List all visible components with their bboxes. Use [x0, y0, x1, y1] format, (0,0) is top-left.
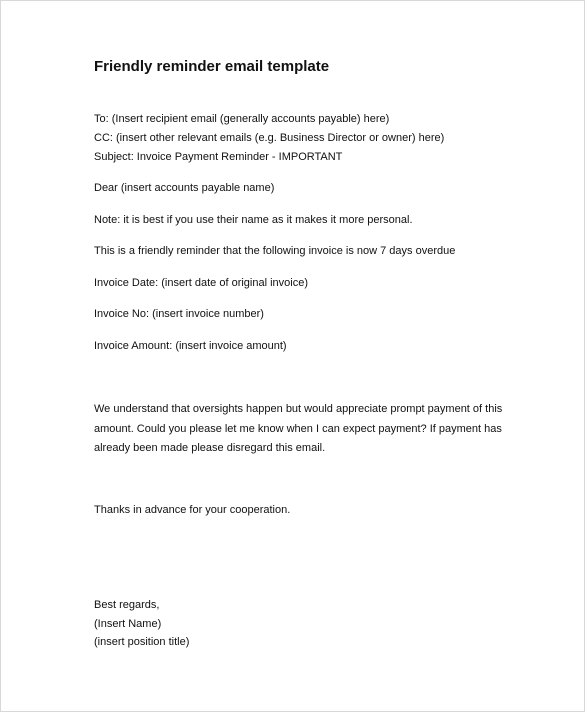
greeting: Dear (insert accounts payable name): [94, 182, 275, 194]
invoice-amount: Invoice Amount: (insert invoice amount): [94, 340, 287, 352]
signer-position: (insert position title): [94, 636, 190, 648]
invoice-date: Invoice Date: (insert date of original invoice): [94, 277, 308, 289]
closing: Best regards,: [94, 599, 160, 611]
signer-name: (Insert Name): [94, 618, 162, 630]
invoice-number: Invoice No: (insert invoice number): [94, 308, 264, 320]
reminder-text: This is a friendly reminder that the following invoice is now 7 days overdue: [94, 245, 456, 257]
thanks-line: Thanks in advance for your cooperation.: [94, 504, 291, 516]
subject-line: Subject: Invoice Payment Reminder - IMPORTANT: [94, 151, 343, 163]
cc-line: CC: (insert other relevant emails (e.g. Business Director or owner) here): [94, 132, 445, 144]
body-paragraph: We understand that oversights happen but would appreciate prompt payment of this amount. Could you please let me know when I can expect payment? If payment has already been made please disregard this email.: [94, 403, 503, 454]
document-title: Friendly reminder email template: [94, 58, 330, 75]
note: Note: it is best if you use their name as it makes it more personal.: [94, 214, 413, 226]
to-line: To: (Insert recipient email (generally accounts payable) here): [94, 113, 390, 125]
